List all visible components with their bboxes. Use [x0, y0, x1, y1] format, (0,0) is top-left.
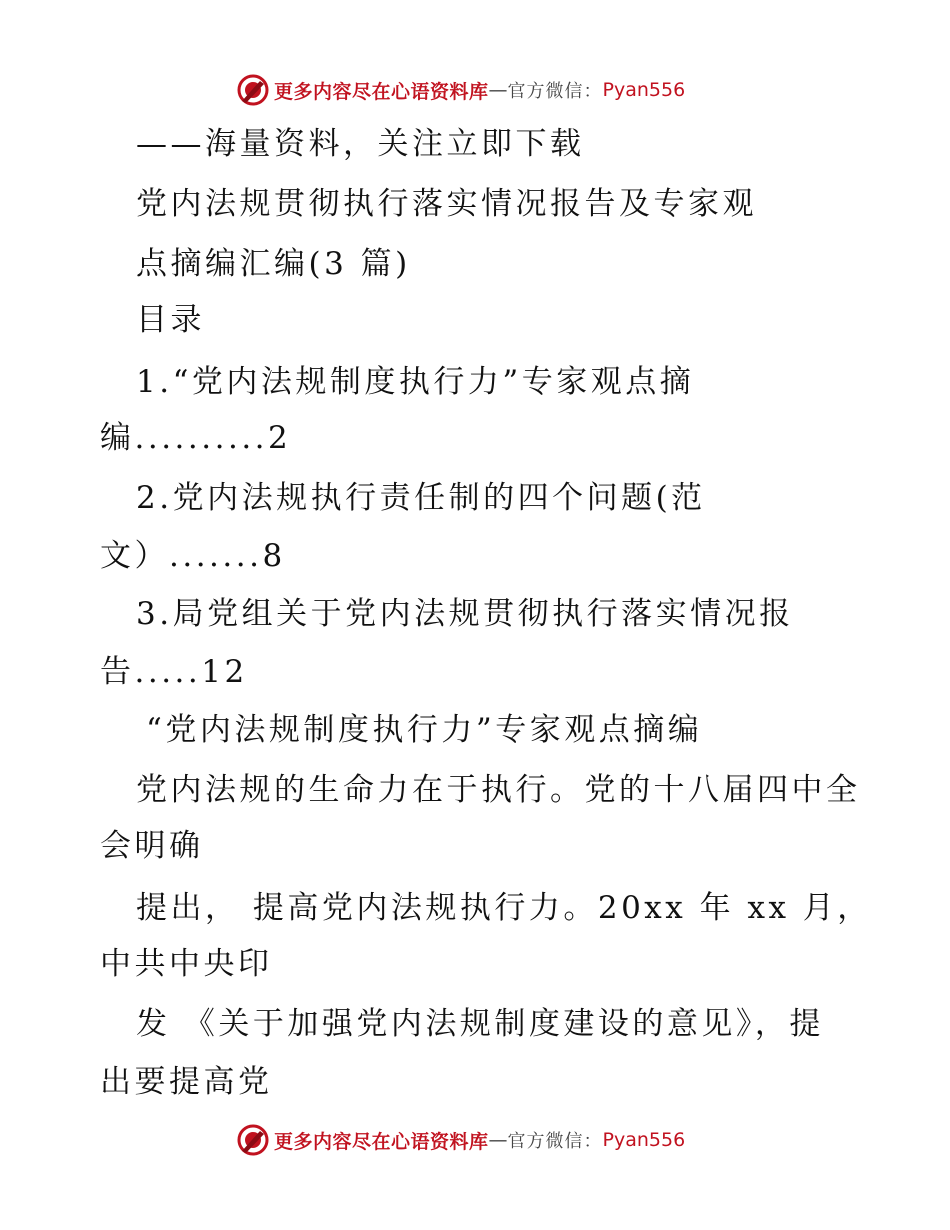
watermark-dash: — — [488, 1129, 508, 1151]
paragraph-line: 提出， 提高党内法规执行力。20xx 年 xx 月， — [136, 890, 872, 926]
paragraph-line: 出要提高党 — [100, 1064, 273, 1100]
document-title-line-2: 点摘编汇编(3 篇) — [136, 246, 411, 282]
paragraph-line: 会明确 — [100, 828, 204, 864]
toc-item-3-page: 告.....12 — [100, 654, 248, 690]
toc-item-2-page: 文）.......8 — [100, 538, 286, 574]
toc-item-2: 2.党内法规执行责任制的四个问题(范 — [136, 480, 706, 516]
paragraph-line: 发 《关于加强党内法规制度建设的意见》，提 — [136, 1006, 824, 1042]
logo-icon — [236, 1123, 270, 1157]
watermark-wechat-id: Pyan556 — [602, 79, 686, 101]
watermark-wechat-id: Pyan556 — [602, 1129, 686, 1151]
toc-heading: 目录 — [136, 302, 205, 338]
section-heading: “党内法规制度执行力”专家观点摘编 — [146, 712, 703, 748]
paragraph-line: 中共中央印 — [100, 946, 273, 982]
logo-icon — [236, 73, 270, 107]
footer-watermark — [236, 1122, 685, 1158]
watermark-wechat-label: 官方微信： — [507, 81, 603, 102]
document-title-line-1: 党内法规贯彻执行落实情况报告及专家观 — [136, 186, 757, 222]
watermark-slogan: 更多内容尽在心语资料库 — [274, 80, 489, 103]
paragraph-line: 党内法规的生命力在于执行。党的十八届四中全 — [136, 772, 861, 808]
watermark-dash: — — [488, 79, 508, 101]
download-note: ——海量资料，关注立即下载 — [136, 126, 585, 162]
toc-item-1: 1.“党内法规制度执行力”专家观点摘 — [136, 364, 695, 400]
toc-item-1-page: 编..........2 — [100, 420, 292, 456]
watermark-wechat-label: 官方微信： — [507, 1131, 603, 1152]
watermark-slogan: 更多内容尽在心语资料库 — [274, 1130, 489, 1153]
header-watermark — [236, 72, 685, 108]
toc-item-3: 3.局党组关于党内法规贯彻执行落实情况报 — [136, 596, 794, 632]
